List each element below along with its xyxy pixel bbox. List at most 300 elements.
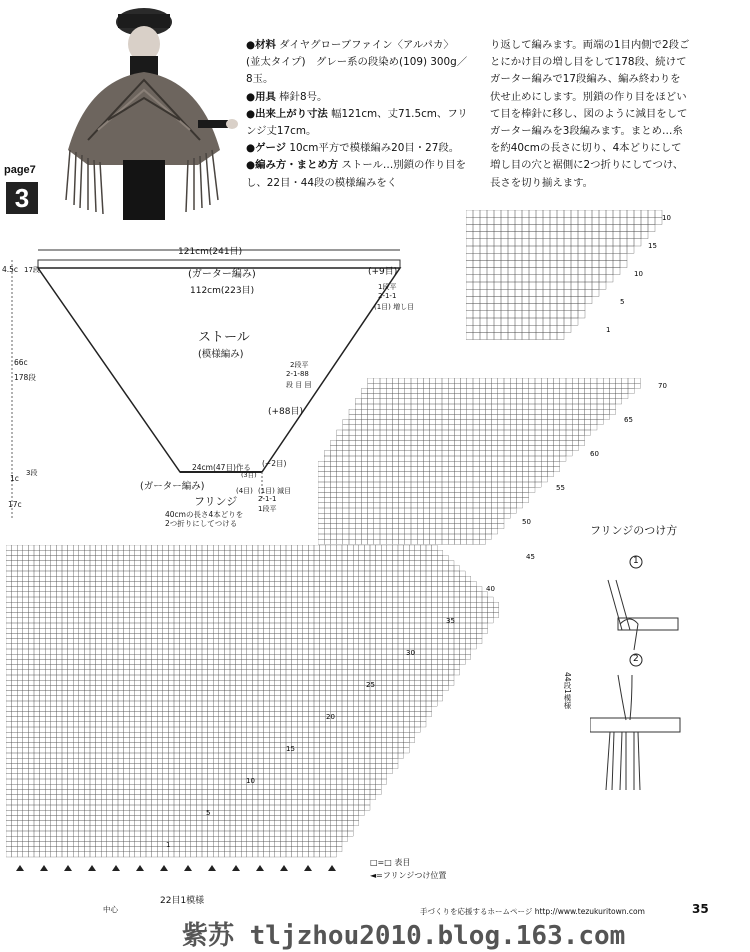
grid-cell <box>380 440 386 445</box>
grid-cell <box>51 639 57 644</box>
grid-cell <box>45 753 51 758</box>
grid-cell <box>79 680 85 685</box>
grid-cell <box>140 628 146 633</box>
grid-cell <box>129 732 135 737</box>
grid-cell <box>208 691 214 696</box>
grid-cell <box>467 524 473 529</box>
grid-cell <box>84 639 90 644</box>
grid-cell <box>547 394 553 399</box>
grid-cell <box>124 613 130 618</box>
grid-cell <box>501 246 508 253</box>
grid-cell <box>578 311 585 318</box>
grid-cell <box>480 253 487 260</box>
grid-cell <box>23 587 29 592</box>
pattern-number-badge: 3 <box>6 182 38 214</box>
grid-cell <box>213 592 219 597</box>
grid-cell <box>202 727 208 732</box>
grid-cell <box>118 623 124 628</box>
grid-cell <box>364 592 370 597</box>
grid-cell <box>471 587 477 592</box>
grid-cell <box>236 665 242 670</box>
grid-cell <box>420 644 426 649</box>
grid-cell <box>320 555 326 560</box>
grid-cell <box>448 597 454 602</box>
grid-cell <box>196 701 202 706</box>
grid-cell <box>230 670 236 675</box>
grid-cell <box>79 665 85 670</box>
grid-cell <box>129 753 135 758</box>
grid-cell <box>370 592 376 597</box>
grid-cell <box>73 675 79 680</box>
grid-cell <box>331 675 337 680</box>
grid-cell <box>404 696 410 701</box>
grid-cell <box>399 409 405 414</box>
grid-cell <box>40 545 46 550</box>
grid-cell <box>84 566 90 571</box>
grid-cell <box>12 680 18 685</box>
grid-cell <box>442 487 448 492</box>
grid-cell <box>473 318 480 325</box>
grid-cell <box>23 706 29 711</box>
grid-cell <box>461 425 467 430</box>
grid-cell <box>230 545 236 550</box>
grid-cell <box>364 717 370 722</box>
grid-cell <box>571 260 578 267</box>
grid-cell <box>420 665 426 670</box>
grid-cell <box>56 743 62 748</box>
grid-cell <box>23 737 29 742</box>
grid-cell <box>163 670 169 675</box>
grid-cell <box>547 425 553 430</box>
grid-cell <box>286 639 292 644</box>
grid-cell <box>572 430 578 435</box>
grid-cell <box>241 623 247 628</box>
grid-cell <box>432 613 438 618</box>
grid-cell <box>529 477 535 482</box>
grid-cell <box>405 498 411 503</box>
size-text: 幅121cm、丈71.5cm、フリンジ丈17cm。 <box>246 108 468 137</box>
grid-cell <box>359 665 365 670</box>
grid-cell <box>96 758 102 763</box>
grid-cell <box>522 217 529 224</box>
grid-cell <box>6 680 12 685</box>
grid-cell <box>247 675 253 680</box>
grid-cell <box>320 665 326 670</box>
grid-cell <box>318 534 324 539</box>
grid-cell <box>219 665 225 670</box>
grid-cell <box>219 737 225 742</box>
grid-cell <box>430 394 436 399</box>
grid-cell <box>523 482 529 487</box>
grid-cell <box>349 425 355 430</box>
grid-cell <box>28 644 34 649</box>
grid-cell <box>275 644 281 649</box>
side-note-2: 2-1-1 <box>378 292 396 300</box>
grid-cell <box>269 597 275 602</box>
grid-cell <box>376 587 382 592</box>
grid-cell <box>34 758 40 763</box>
grid-cell <box>174 727 180 732</box>
grid-cell <box>485 435 491 440</box>
grid-cell <box>275 753 281 758</box>
grid-cell <box>392 404 398 409</box>
grid-cell <box>479 440 485 445</box>
grid-cell <box>191 737 197 742</box>
grid-cell <box>297 618 303 623</box>
grid-cell <box>140 659 146 664</box>
grid-cell <box>191 743 197 748</box>
grid-cell <box>330 482 336 487</box>
grid-cell <box>202 722 208 727</box>
grid-cell <box>191 597 197 602</box>
grid-cell <box>492 394 498 399</box>
grid-cell <box>45 566 51 571</box>
grid-cell <box>467 378 473 383</box>
grid-cell <box>40 597 46 602</box>
grid-cell <box>264 659 270 664</box>
grid-cell <box>564 232 571 239</box>
grid-cell <box>275 748 281 753</box>
grid-cell <box>448 487 454 492</box>
grid-cell <box>476 633 482 638</box>
grid-cell <box>68 581 74 586</box>
grid-cell <box>460 576 466 581</box>
grid-cell <box>241 581 247 586</box>
grid-cell <box>320 623 326 628</box>
grid-cell <box>308 576 314 581</box>
grid-cell <box>541 425 547 430</box>
grid-cell <box>467 451 473 456</box>
grid-cell <box>550 304 557 311</box>
grid-cell <box>224 633 230 638</box>
grid-cell <box>28 597 34 602</box>
grid-cell <box>292 623 298 628</box>
grid-cell <box>224 592 230 597</box>
grid-cell <box>247 607 253 612</box>
grid-cell <box>191 550 197 555</box>
grid-cell <box>236 758 242 763</box>
grid-cell <box>547 461 553 466</box>
grid-cell <box>124 623 130 628</box>
grid-cell <box>286 587 292 592</box>
grid-cell <box>479 503 485 508</box>
grid-cell <box>368 446 374 451</box>
grid-cell <box>17 592 23 597</box>
grid-cell <box>297 732 303 737</box>
grid-cell <box>405 508 411 513</box>
grid-cell <box>247 748 253 753</box>
grid-cell <box>286 613 292 618</box>
grid-cell <box>331 628 337 633</box>
grid-cell <box>348 753 354 758</box>
grid-cell <box>325 665 331 670</box>
grid-cell <box>627 246 634 253</box>
grid-cell <box>554 425 560 430</box>
grid-cell <box>129 545 135 550</box>
grid-cell <box>68 571 74 576</box>
grid-cell <box>529 224 536 231</box>
grid-cell <box>392 602 398 607</box>
grid-cell <box>467 440 473 445</box>
grid-cell <box>572 388 578 393</box>
grid-cell <box>107 727 113 732</box>
grid-cell <box>454 440 460 445</box>
grid-cell <box>297 649 303 654</box>
grid-cell <box>361 498 367 503</box>
grid-cell <box>426 550 432 555</box>
grid-cell <box>399 534 405 539</box>
grid-cell <box>437 597 443 602</box>
grid-cell <box>118 644 124 649</box>
grid-cell <box>473 239 480 246</box>
grid-cell <box>603 414 609 419</box>
grid-cell <box>101 623 107 628</box>
grid-cell <box>342 628 348 633</box>
grid-cell <box>180 587 186 592</box>
grid-cell <box>28 748 34 753</box>
grid-cell <box>23 696 29 701</box>
grid-cell <box>480 268 487 275</box>
tools-label: ●用具 <box>246 91 276 103</box>
grid-cell <box>348 737 354 742</box>
grid-cell <box>547 466 553 471</box>
grid-cell <box>180 665 186 670</box>
grid-cell <box>480 246 487 253</box>
grid-cell <box>386 513 392 518</box>
grid-cell <box>292 670 298 675</box>
grid-cell <box>135 701 141 706</box>
grid-cell <box>241 654 247 659</box>
grid-cell <box>488 613 494 618</box>
grid-cell <box>380 456 386 461</box>
grid-cell <box>392 737 398 742</box>
grid-cell <box>40 654 46 659</box>
grid-cell <box>543 253 550 260</box>
grid-cell <box>417 409 423 414</box>
grid-cell <box>230 607 236 612</box>
grid-cell <box>571 253 578 260</box>
grid-cell <box>320 628 326 633</box>
grid-cell <box>12 597 18 602</box>
grid-cell <box>381 649 387 654</box>
grid-cell <box>163 633 169 638</box>
grid-cell <box>336 602 342 607</box>
grid-cell <box>208 545 214 550</box>
grid-cell <box>51 696 57 701</box>
grid-cell <box>34 748 40 753</box>
grid-cell <box>466 232 473 239</box>
grid-cell <box>529 466 535 471</box>
grid-cell <box>241 592 247 597</box>
grid-cell <box>348 597 354 602</box>
grid-cell <box>359 685 365 690</box>
grid-cell <box>510 498 516 503</box>
grid-cell <box>118 566 124 571</box>
grid-cell <box>467 539 473 544</box>
grid-cell <box>392 414 398 419</box>
grid-cell <box>247 576 253 581</box>
grid-cell <box>264 675 270 680</box>
grid-cell <box>353 545 359 550</box>
grid-cell <box>269 602 275 607</box>
grid-cell <box>368 472 374 477</box>
grid-cell <box>485 420 491 425</box>
grid-cell <box>343 539 349 544</box>
grid-cell <box>152 675 158 680</box>
grid-cell <box>191 727 197 732</box>
grid-cell <box>376 665 382 670</box>
grid-cell <box>479 388 485 393</box>
grid-cell <box>146 727 152 732</box>
grid-cell <box>17 706 23 711</box>
grid-cell <box>269 722 275 727</box>
grid-cell <box>460 581 466 586</box>
grid-cell <box>399 399 405 404</box>
grid-cell <box>467 430 473 435</box>
grid-cell <box>564 210 571 217</box>
grid-cell <box>485 404 491 409</box>
grid-cell <box>318 518 324 523</box>
grid-cell <box>213 727 219 732</box>
grid-cell <box>405 539 411 544</box>
grid-cell <box>185 602 191 607</box>
grid-cell <box>479 435 485 440</box>
grid-cell <box>51 722 57 727</box>
grid-cell <box>124 633 130 638</box>
grid-cell <box>135 633 141 638</box>
grid-cell <box>386 472 392 477</box>
grid-cell <box>247 680 253 685</box>
grid-cell <box>297 561 303 566</box>
grid-cell <box>417 503 423 508</box>
grid-cell <box>331 722 337 727</box>
grid-cell <box>191 613 197 618</box>
grid-cell <box>292 550 298 555</box>
grid-cell <box>336 675 342 680</box>
grid-cell <box>398 706 404 711</box>
grid-cell <box>349 466 355 471</box>
grid-cell <box>275 696 281 701</box>
grid-cell <box>423 394 429 399</box>
grid-cell <box>355 399 361 404</box>
grid-cell <box>40 550 46 555</box>
grid-cell <box>398 566 404 571</box>
grid-cell <box>482 613 488 618</box>
grid-cell <box>368 404 374 409</box>
grid-cell <box>258 748 264 753</box>
grid-cell <box>359 680 365 685</box>
grid-cell <box>90 696 96 701</box>
grid-cell <box>56 628 62 633</box>
grid-cell <box>387 706 393 711</box>
grid-cell <box>286 711 292 716</box>
grid-cell <box>90 607 96 612</box>
grid-cell <box>566 440 572 445</box>
grid-cell <box>399 451 405 456</box>
grid-cell <box>353 680 359 685</box>
grid-cell <box>17 727 23 732</box>
grid-cell <box>56 654 62 659</box>
grid-cell <box>437 680 443 685</box>
grid-cell <box>236 545 242 550</box>
grid-cell <box>325 732 331 737</box>
grid-cell <box>28 727 34 732</box>
grid-cell <box>442 420 448 425</box>
grid-cell <box>343 508 349 513</box>
grid-cell <box>230 649 236 654</box>
grid-cell <box>501 296 508 303</box>
grid-cell <box>269 607 275 612</box>
grid-cell <box>504 399 510 404</box>
grid-cell <box>146 576 152 581</box>
grid-cell <box>461 539 467 544</box>
grid-cell <box>376 691 382 696</box>
grid-cell <box>387 675 393 680</box>
grid-cell <box>387 701 393 706</box>
grid-cell <box>34 727 40 732</box>
grid-cell <box>420 597 426 602</box>
grid-cell <box>40 628 46 633</box>
grid-cell <box>140 602 146 607</box>
grid-cell <box>314 680 320 685</box>
grid-cell <box>536 296 543 303</box>
grid-cell <box>168 706 174 711</box>
grid-cell <box>480 224 487 231</box>
grid-cell <box>437 566 443 571</box>
grid-cell <box>107 639 113 644</box>
grid-cell <box>380 446 386 451</box>
grid-cell <box>219 576 225 581</box>
grid-cell <box>264 696 270 701</box>
grid-cell <box>202 623 208 628</box>
grid-cell <box>504 513 510 518</box>
grid-cell <box>368 487 374 492</box>
grid-cell <box>467 477 473 482</box>
grid-cell <box>479 378 485 383</box>
grid-cell <box>342 561 348 566</box>
grid-cell <box>280 633 286 638</box>
grid-cell <box>79 545 85 550</box>
grid-cell <box>342 706 348 711</box>
grid-cell <box>436 399 442 404</box>
grid-cell <box>473 430 479 435</box>
grid-cell <box>516 451 522 456</box>
grid-cell <box>241 737 247 742</box>
grid-cell <box>376 576 382 581</box>
grid-cell <box>185 587 191 592</box>
grid-cell <box>174 758 180 763</box>
grid-cell <box>135 696 141 701</box>
grid-cell <box>23 581 29 586</box>
top-width-label: 121cm(241目) <box>178 244 242 257</box>
grid-cell <box>62 592 68 597</box>
grid-cell <box>202 639 208 644</box>
grid-cell <box>515 260 522 267</box>
grid-cell <box>370 675 376 680</box>
grid-cell <box>275 680 281 685</box>
grid-cell <box>180 701 186 706</box>
grid-cell <box>504 430 510 435</box>
grid-cell <box>454 513 460 518</box>
grid-cell <box>337 492 343 497</box>
grid-cell <box>564 296 571 303</box>
grid-cell <box>404 587 410 592</box>
grid-cell <box>399 503 405 508</box>
grid-cell <box>68 737 74 742</box>
grid-cell <box>168 680 174 685</box>
grid-cell <box>152 753 158 758</box>
grid-cell <box>174 711 180 716</box>
